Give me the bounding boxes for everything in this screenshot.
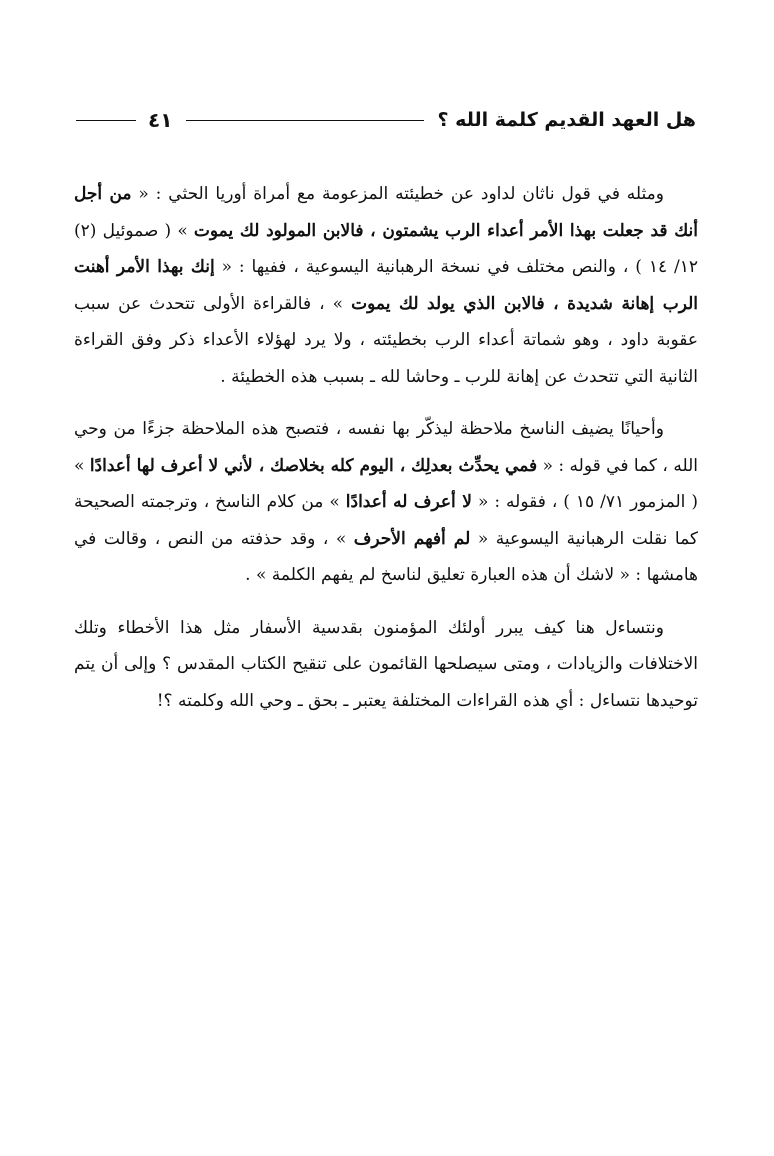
- header-rule-short: [76, 120, 136, 121]
- text-segment: ومثله في قول ناثان لداود عن خطيئته المزعومة مع أمراة أوريا الحثي : «: [131, 184, 664, 204]
- running-header: [76, 100, 696, 140]
- text-segment: وأحيانًا يضيف الناسخ ملاحظة ليذكّر بها نفسه ، فتصبح هذه الملاحظة جزءًا من وحي الله ، كما في قوله : «: [74, 419, 698, 476]
- paragraph-1: [74, 176, 698, 395]
- text-segment: » ( صموئيل (٢) ١٢/ ١٤ ) ، والنص مختلف في نسخة الرهبانية اليسوعية ، ففيها : «: [74, 220, 698, 277]
- paragraph-2: [74, 411, 698, 594]
- quote-bold: من أجل أنك قد جعلت بهذا الأمر أعداء الرب يشمتون ، فالابن المولود لك يموت: [74, 184, 698, 241]
- text-segment: » ، وقد حذفته من النص ، وقالت في هامشها : « لاشك أن هذه العبارة تعليق لناسخ لم يفهم الكلمة » .: [74, 528, 698, 585]
- body-text: [74, 176, 698, 735]
- quote-bold: لم أفهم الأحرف: [353, 528, 471, 549]
- quote-bold: فمي يحدِّث بعدلِك ، اليوم كله بخلاصك ، لأني لا أعرف لها أعدادًا: [89, 455, 538, 476]
- page-number: ٤١: [148, 108, 173, 132]
- header-title: هل العهد القديم كلمة الله ؟: [437, 109, 696, 131]
- text-segment: » ، فالقراءة الأولى تتحدث عن سبب عقوبة داود ، وهو شماتة أعداء الرب بخطيئته ، ولا يرد لهؤلاء الأعداء ذكر وفق القراءة الثانية التي تتحدث عن إهانة للرب ـ وحاشا لله ـ بسبب هذه الخطيئة .: [74, 293, 698, 387]
- paragraph-3: [74, 610, 698, 720]
- text-segment: » من كلام الناسخ ، وترجمته الصحيحة كما نقلت الرهبانية اليسوعية «: [74, 492, 698, 549]
- text-segment: » ( المزمور ٧١/ ١٥ ) ، فقوله : «: [74, 455, 698, 512]
- header-rule: [186, 120, 423, 121]
- quote-bold: لا أعرف له أعدادًا: [345, 492, 472, 512]
- text-segment: ونتساءل هنا كيف يبرر أولئك المؤمنون بقدسية الأسفار مثل هذا الأخطاء وتلك الاختلافات والزيادات ، ومتى سيصلحها القائمون على تنقيح الكتاب المقدس ؟ وإلى أن يتم توحيدها نتساءل : أي هذه القراءات المختلفة يعتبر ـ بحق ـ وحي الله وكلمته ؟!: [74, 617, 698, 711]
- quote-bold: إنك بهذا الأمر أهنت الرب إهانة شديدة ، فالابن الذي يولد لك يموت: [74, 257, 698, 314]
